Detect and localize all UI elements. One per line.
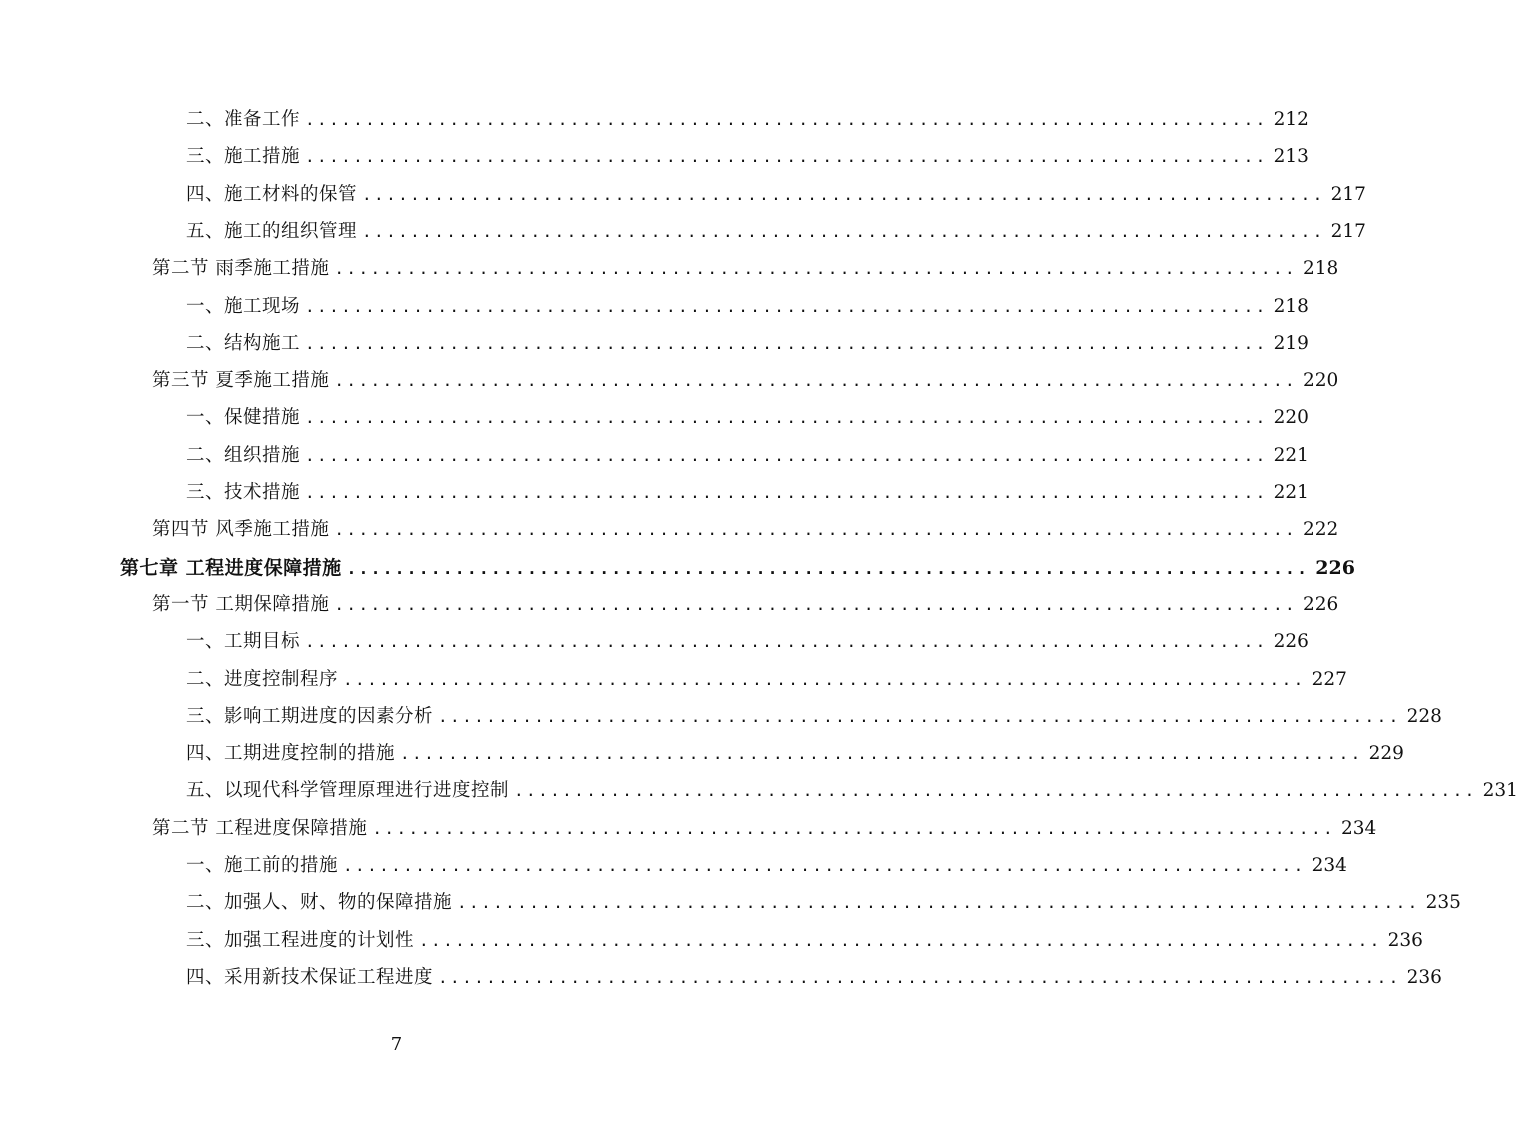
toc-subsection-entry[interactable] [186,851,1347,881]
toc-entry-title: 五、以现代科学管理原理进行进度控制 [186,780,510,802]
toc-entry-page-number: 222 [1303,519,1339,541]
toc-subsection-entry[interactable] [186,292,1309,322]
toc-subsection-entry[interactable] [186,776,1518,806]
toc-subsection-entry[interactable] [186,926,1423,956]
dot-leader: ................................................................................ [305,408,1268,428]
toc-entry-title: 五、施工的组织管理 [186,220,358,242]
toc-subsection-entry[interactable] [186,888,1461,918]
dot-leader: ................................................................................ [457,893,1420,913]
toc-subsection-entry[interactable] [186,441,1309,471]
toc-entry-page-number: 219 [1273,332,1309,354]
dot-leader: ................................................................................ [305,445,1268,465]
dot-leader: ................................................................................ [305,147,1268,167]
toc-subsection-entry[interactable] [186,180,1366,210]
toc-entry-page-number: 227 [1311,668,1347,690]
dot-leader: ................................................................................ [305,110,1268,129]
dot-leader: ................................................................................ [438,967,1401,987]
toc-subsection-entry[interactable] [186,478,1309,508]
toc-subsection-entry[interactable] [186,665,1347,695]
toc-subsection-entry[interactable] [186,142,1309,172]
dot-leader: ................................................................................ [362,184,1325,204]
page-number: 7 [390,1034,403,1055]
toc-entry-title: 三、施工措施 [186,146,301,168]
toc-chapter-entry[interactable] [120,553,1355,583]
toc-subsection-entry[interactable] [186,403,1309,433]
toc-entry-title: 第二节 工程进度保障措施 [152,817,368,839]
toc-entry-title: 二、加强人、财、物的保障措施 [186,892,453,914]
toc-entry-title: 二、进度控制程序 [186,668,339,690]
toc-subsection-entry[interactable] [186,217,1366,247]
toc-entry-page-number: 235 [1425,892,1461,914]
toc-entry-page-number: 212 [1273,109,1309,130]
dot-leader: ................................................................................ [334,259,1298,279]
toc-section-entry[interactable] [152,590,1339,620]
toc-entry-page-number: 229 [1368,743,1404,765]
toc-entry-page-number: 217 [1330,183,1366,205]
dot-leader: ................................................................................ [372,818,1336,838]
toc-entry-page-number: 213 [1273,146,1309,168]
toc-entry-page-number: 217 [1330,220,1366,242]
toc-entry-title: 一、保健措施 [186,407,301,429]
dot-leader: ................................................................................ [305,632,1268,652]
toc-section-entry[interactable] [152,366,1339,396]
toc-entry-title: 一、工期目标 [186,631,301,653]
toc-entry-title: 一、施工前的措施 [186,855,339,876]
toc-entry-title: 二、结构施工 [186,332,301,354]
dot-leader: ................................................................................ [514,781,1477,801]
toc-subsection-entry[interactable] [186,329,1309,359]
toc-entry-page-number: 231 [1482,780,1518,802]
dot-leader: ................................................................................ [343,856,1306,875]
toc-entry-title: 第二节 雨季施工措施 [152,258,330,280]
toc-subsection-entry[interactable] [186,963,1442,993]
toc-entry-page-number: 218 [1273,295,1309,317]
toc-entry-title: 二、准备工作 [186,109,301,130]
toc-entry-page-number: 226 [1303,593,1339,615]
toc-entry-page-number: 228 [1406,705,1442,727]
dot-leader: ................................................................................ [334,520,1298,540]
toc-entry-page-number: 220 [1273,407,1309,429]
toc-section-entry[interactable] [152,814,1377,844]
toc-subsection-entry[interactable] [186,702,1442,732]
toc-entry-page-number: 236 [1406,966,1442,988]
toc-entry-page-number: 218 [1303,258,1339,280]
toc-entry-title: 三、技术措施 [186,482,301,503]
toc-entry-page-number: 226 [1315,556,1355,579]
toc-section-entry[interactable] [152,515,1339,545]
dot-leader: ................................................................................ [400,744,1363,764]
toc-subsection-entry[interactable] [186,105,1309,135]
toc-subsection-entry[interactable] [186,627,1309,657]
toc-entry-page-number: 234 [1311,855,1347,876]
dot-leader: ................................................................................ [305,483,1268,502]
dot-leader: ................................................................................ [362,221,1325,241]
toc-entry-title: 三、影响工期进度的因素分析 [186,705,434,727]
toc-entry-title: 第一节 工期保障措施 [152,593,330,615]
toc-entry-page-number: 220 [1303,370,1339,392]
dot-leader: ................................................................................ [343,669,1306,689]
toc-entry-title: 第四节 风季施工措施 [152,519,330,541]
toc-entry-title: 第七章 工程进度保障措施 [120,556,342,579]
toc-entry-page-number: 236 [1387,929,1423,951]
toc-entry-title: 一、施工现场 [186,295,301,317]
dot-leader: ................................................................................ [305,296,1268,316]
toc-entry-page-number: 221 [1273,444,1309,466]
dot-leader: ................................................................................ [334,594,1298,614]
dot-leader: ................................................................................ [438,706,1401,726]
dot-leader: ................................................................................ [305,333,1268,353]
toc-entry-title: 四、采用新技术保证工程进度 [186,966,434,988]
toc-entry-title: 三、加强工程进度的计划性 [186,929,415,951]
toc-entry-page-number: 234 [1341,817,1377,839]
toc-section-entry[interactable] [152,254,1339,284]
dot-leader: ................................................................................ [419,930,1382,950]
toc-subsection-entry[interactable] [186,739,1404,769]
toc-entry-title: 二、组织措施 [186,444,301,466]
toc-entry-page-number: 221 [1273,482,1309,503]
toc-entry-page-number: 226 [1273,631,1309,653]
dot-leader: ................................................................................ [334,371,1298,391]
dot-leader: ................................................................................ [346,558,1310,578]
toc-entry-title: 四、施工材料的保管 [186,183,358,205]
toc-entry-title: 第三节 夏季施工措施 [152,370,330,392]
toc-entry-title: 四、工期进度控制的措施 [186,743,396,765]
